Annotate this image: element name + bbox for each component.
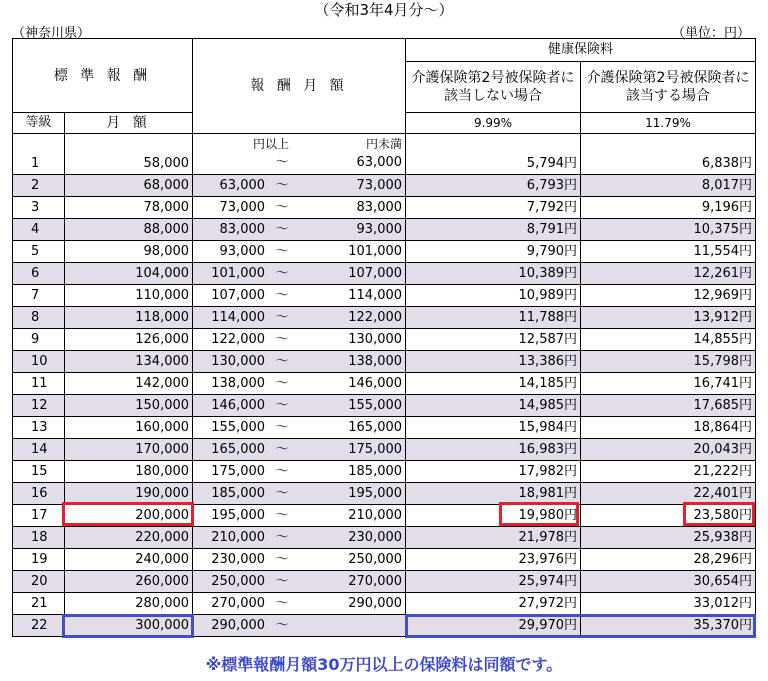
remuneration-range-cell (193, 175, 406, 197)
range-to: 230,000 (348, 529, 403, 545)
range-from: 138,000 (211, 375, 266, 391)
range-tilde: ～ (275, 221, 289, 237)
range-to: 63,000 (356, 155, 403, 170)
premium-not-care-cell: 25,974円 (406, 571, 581, 593)
monthly-amount-cell: 200,000 (65, 505, 193, 527)
range-to: 195,000 (348, 485, 403, 501)
premium-not-care-cell: 17,982円 (406, 461, 581, 483)
range-from: 165,000 (211, 441, 266, 457)
grade-cell: 14 (13, 439, 65, 461)
table-row (13, 395, 756, 417)
range-to: 185,000 (348, 463, 403, 479)
premium-not-care-cell: 14,185円 (406, 373, 581, 395)
range-tilde: ～ (275, 595, 289, 611)
table-row (13, 351, 756, 373)
range-from: 101,000 (211, 265, 266, 281)
range-tilde: ～ (275, 397, 289, 413)
premium-care-cell: 16,741円 (581, 373, 756, 395)
premium-not-care-cell: 7,792円 (406, 197, 581, 219)
range-to-label: 円未満 (366, 137, 403, 151)
premium-not-care-cell: 10,989円 (406, 285, 581, 307)
remuneration-range-cell (193, 615, 406, 637)
range-tilde: ～ (275, 573, 289, 589)
premium-not-care-cell: 18,981円 (406, 483, 581, 505)
remuneration-range-cell (193, 527, 406, 549)
premium-care-cell: 8,017円 (581, 175, 756, 197)
grade-cell: 18 (13, 527, 65, 549)
range-tilde: ～ (275, 331, 289, 347)
premium-not-care-cell: 9,790円 (406, 241, 581, 263)
range-from: 175,000 (211, 463, 266, 479)
range-to: 101,000 (348, 243, 403, 259)
table-row (13, 571, 756, 593)
table-row (13, 417, 756, 439)
range-tilde: ～ (275, 177, 289, 193)
premium-not-care-cell: 27,972円 (406, 593, 581, 615)
premium-care-cell: 35,370円 (581, 615, 756, 637)
table-row (13, 593, 756, 615)
remuneration-range-cell (193, 571, 406, 593)
remuneration-range-cell (193, 285, 406, 307)
unit-label: （単位：円） (671, 26, 750, 41)
monthly-amount-cell: 104,000 (65, 263, 193, 285)
grade-cell: 5 (13, 241, 65, 263)
table-row (13, 285, 756, 307)
highlight-grade22-premiums (405, 614, 756, 638)
table-row (13, 461, 756, 483)
remuneration-range-cell (193, 263, 406, 285)
premium-care-cell: 14,855円 (581, 329, 756, 351)
range-from: 83,000 (219, 221, 266, 237)
premium-care-cell: 9,196円 (581, 197, 756, 219)
premium-care-cell: 15,798円 (581, 351, 756, 373)
range-tilde: ～ (275, 551, 289, 567)
rate-not-care: 9.99% (406, 113, 581, 134)
prefecture-label: （神奈川県） (12, 26, 91, 41)
range-to: 73,000 (356, 177, 403, 193)
highlight-grade17-care (683, 502, 755, 526)
highlight-grade17-monthly (62, 502, 194, 526)
range-to: 175,000 (348, 441, 403, 457)
grade-cell: 20 (13, 571, 65, 593)
range-from: 155,000 (211, 419, 266, 435)
remuneration-range-cell (193, 373, 406, 395)
premium-care-cell: 13,912円 (581, 307, 756, 329)
range-tilde: ～ (275, 529, 289, 545)
premium-care-cell: 33,012円 (581, 593, 756, 615)
range-to: 165,000 (348, 419, 403, 435)
remuneration-range-cell (193, 395, 406, 417)
grade-cell: 7 (13, 285, 65, 307)
range-from: 130,000 (211, 353, 266, 369)
premium-not-care-cell: 29,970円 (406, 615, 581, 637)
remuneration-range-cell (193, 593, 406, 615)
remuneration-range-cell (193, 219, 406, 241)
premium-not-care-cell: 10,389円 (406, 263, 581, 285)
grade-cell: 16 (13, 483, 65, 505)
header-monthly-amount: 月 額 (65, 113, 193, 134)
remuneration-range-cell (193, 417, 406, 439)
premium-not-care-cell: 12,587円 (406, 329, 581, 351)
table-row (13, 134, 756, 175)
monthly-amount-cell: 170,000 (65, 439, 193, 461)
range-to: 270,000 (348, 573, 403, 589)
monthly-amount-cell: 134,000 (65, 351, 193, 373)
remuneration-range-cell (193, 439, 406, 461)
premium-not-care-cell: 11,788円 (406, 307, 581, 329)
remuneration-range-cell (193, 351, 406, 373)
header-care-insured: 介護保険第2号被保険者に該当する場合 (581, 62, 756, 113)
grade-cell: 19 (13, 549, 65, 571)
monthly-amount-cell: 98,000 (65, 241, 193, 263)
premium-care-cell: 20,043円 (581, 439, 756, 461)
range-from-label: 円以上 (253, 137, 290, 151)
premium-care-cell: 12,261円 (581, 263, 756, 285)
monthly-amount-cell: 240,000 (65, 549, 193, 571)
range-from: 270,000 (211, 595, 266, 611)
grade-cell: 12 (13, 395, 65, 417)
range-from: 93,000 (219, 243, 266, 259)
range-to: 114,000 (348, 287, 403, 303)
range-tilde: ～ (275, 507, 289, 523)
premium-care-cell: 23,580円 (581, 505, 756, 527)
grade-cell: 10 (13, 351, 65, 373)
range-from: 290,000 (211, 617, 266, 633)
premium-care-cell: 17,685円 (581, 395, 756, 417)
range-tilde: ～ (275, 353, 289, 369)
premium-care-cell: 21,222円 (581, 461, 756, 483)
premium-not-care-cell: 14,985円 (406, 395, 581, 417)
range-to: 155,000 (348, 397, 403, 413)
grade-cell: 1 (13, 134, 65, 175)
grade-cell: 2 (13, 175, 65, 197)
remuneration-range-cell (193, 461, 406, 483)
header-grade: 等級 (13, 113, 65, 134)
grade-cell: 21 (13, 593, 65, 615)
range-from: 195,000 (211, 507, 266, 523)
range-to: 93,000 (356, 221, 403, 237)
monthly-amount-cell: 160,000 (65, 417, 193, 439)
remuneration-range-cell (193, 197, 406, 219)
premium-not-care-cell: 8,791円 (406, 219, 581, 241)
monthly-amount-cell: 118,000 (65, 307, 193, 329)
range-tilde: ～ (275, 199, 289, 215)
monthly-amount-cell: 68,000 (65, 175, 193, 197)
remuneration-range-cell (193, 483, 406, 505)
range-from: 146,000 (211, 397, 266, 413)
monthly-amount-cell: 126,000 (65, 329, 193, 351)
grade-cell: 4 (13, 219, 65, 241)
range-from: 107,000 (211, 287, 266, 303)
range-from: 250,000 (211, 573, 266, 589)
premium-care-cell: 22,401円 (581, 483, 756, 505)
grade-cell: 13 (13, 417, 65, 439)
remuneration-range-cell (193, 134, 406, 175)
monthly-amount-cell: 180,000 (65, 461, 193, 483)
range-tilde: ～ (275, 287, 289, 303)
premium-not-care-cell: 21,978円 (406, 527, 581, 549)
header-health-insurance: 健康保険料 (406, 39, 756, 62)
premium-care-cell: 25,938円 (581, 527, 756, 549)
table-row (13, 219, 756, 241)
range-to: 107,000 (348, 265, 403, 281)
range-to: 138,000 (348, 353, 403, 369)
grade-cell: 6 (13, 263, 65, 285)
range-tilde: ～ (275, 265, 289, 281)
table-row (13, 307, 756, 329)
table-subtitle: （令和3年4月分～） (314, 1, 454, 19)
range-from: 63,000 (219, 177, 266, 193)
premium-not-care-cell: 23,976円 (406, 549, 581, 571)
range-to: 122,000 (348, 309, 403, 325)
grade-cell: 15 (13, 461, 65, 483)
range-tilde: ～ (275, 485, 289, 501)
monthly-amount-cell: 150,000 (65, 395, 193, 417)
range-to: 130,000 (348, 331, 403, 347)
monthly-amount-cell: 260,000 (65, 571, 193, 593)
remuneration-range-cell (193, 505, 406, 527)
rate-care: 11.79% (581, 113, 756, 134)
header-standard-remuneration: 標 準 報 酬 (13, 39, 193, 113)
range-from: 114,000 (211, 309, 266, 325)
table-row (13, 527, 756, 549)
range-tilde: ～ (275, 463, 289, 479)
range-to: 146,000 (348, 375, 403, 391)
remuneration-range-cell (193, 241, 406, 263)
remuneration-range-cell (193, 329, 406, 351)
range-from: 210,000 (211, 529, 266, 545)
highlight-grade22-monthly (62, 614, 194, 638)
table-row (13, 175, 756, 197)
grade-cell: 22 (13, 615, 65, 637)
monthly-amount-cell: 88,000 (65, 219, 193, 241)
range-to: 210,000 (348, 507, 403, 523)
table-row (13, 549, 756, 571)
premium-not-care-cell: 15,984円 (406, 417, 581, 439)
range-to: 83,000 (356, 199, 403, 215)
monthly-amount-cell: 58,000 (65, 134, 193, 175)
range-from: 185,000 (211, 485, 266, 501)
range-from: 73,000 (219, 199, 266, 215)
range-tilde: ～ (275, 243, 289, 259)
grade-cell: 11 (13, 373, 65, 395)
range-tilde: ～ (275, 419, 289, 435)
table-row (13, 439, 756, 461)
premium-care-cell: 11,554円 (581, 241, 756, 263)
grade-cell: 3 (13, 197, 65, 219)
header-monthly-remuneration: 報 酬 月 額 (193, 39, 406, 134)
grade-cell: 8 (13, 307, 65, 329)
premium-not-care-cell: 5,794円 (406, 134, 581, 175)
premium-care-cell: 10,375円 (581, 219, 756, 241)
table-row (13, 373, 756, 395)
insurance-rate-table (12, 38, 756, 637)
range-to: 250,000 (348, 551, 403, 567)
monthly-amount-cell: 142,000 (65, 373, 193, 395)
premium-care-cell: 6,838円 (581, 134, 756, 175)
highlight-grade17-not-care (499, 502, 579, 526)
remuneration-range-cell (193, 307, 406, 329)
range-tilde: ～ (275, 375, 289, 391)
premium-not-care-cell: 19,980円 (406, 505, 581, 527)
range-tilde: ～ (275, 309, 289, 325)
premium-care-cell: 12,969円 (581, 285, 756, 307)
header-not-care-insured: 介護保険第2号被保険者に該当しない場合 (406, 62, 581, 113)
range-tilde: ～ (275, 617, 289, 633)
range-tilde: ～ (275, 441, 289, 457)
monthly-amount-cell: 300,000 (65, 615, 193, 637)
premium-not-care-cell: 6,793円 (406, 175, 581, 197)
monthly-amount-cell: 110,000 (65, 285, 193, 307)
range-from: 122,000 (211, 331, 266, 347)
grade-cell: 9 (13, 329, 65, 351)
remuneration-range-cell (193, 549, 406, 571)
premium-care-cell: 30,654円 (581, 571, 756, 593)
table-row (13, 241, 756, 263)
range-from: 230,000 (211, 551, 266, 567)
premium-care-cell: 18,864円 (581, 417, 756, 439)
table-row (13, 263, 756, 285)
table-row (13, 329, 756, 351)
footnote: ※標準報酬月額30万円以上の保険料は同額です。 (205, 655, 563, 674)
grade-cell: 17 (13, 505, 65, 527)
premium-care-cell: 28,296円 (581, 549, 756, 571)
range-tilde: ～ (275, 155, 289, 170)
monthly-amount-cell: 78,000 (65, 197, 193, 219)
table-body (13, 134, 756, 637)
table-row (13, 197, 756, 219)
premium-not-care-cell: 13,386円 (406, 351, 581, 373)
range-to: 290,000 (348, 595, 403, 611)
premium-not-care-cell: 16,983円 (406, 439, 581, 461)
monthly-amount-cell: 220,000 (65, 527, 193, 549)
monthly-amount-cell: 280,000 (65, 593, 193, 615)
monthly-amount-cell: 190,000 (65, 483, 193, 505)
